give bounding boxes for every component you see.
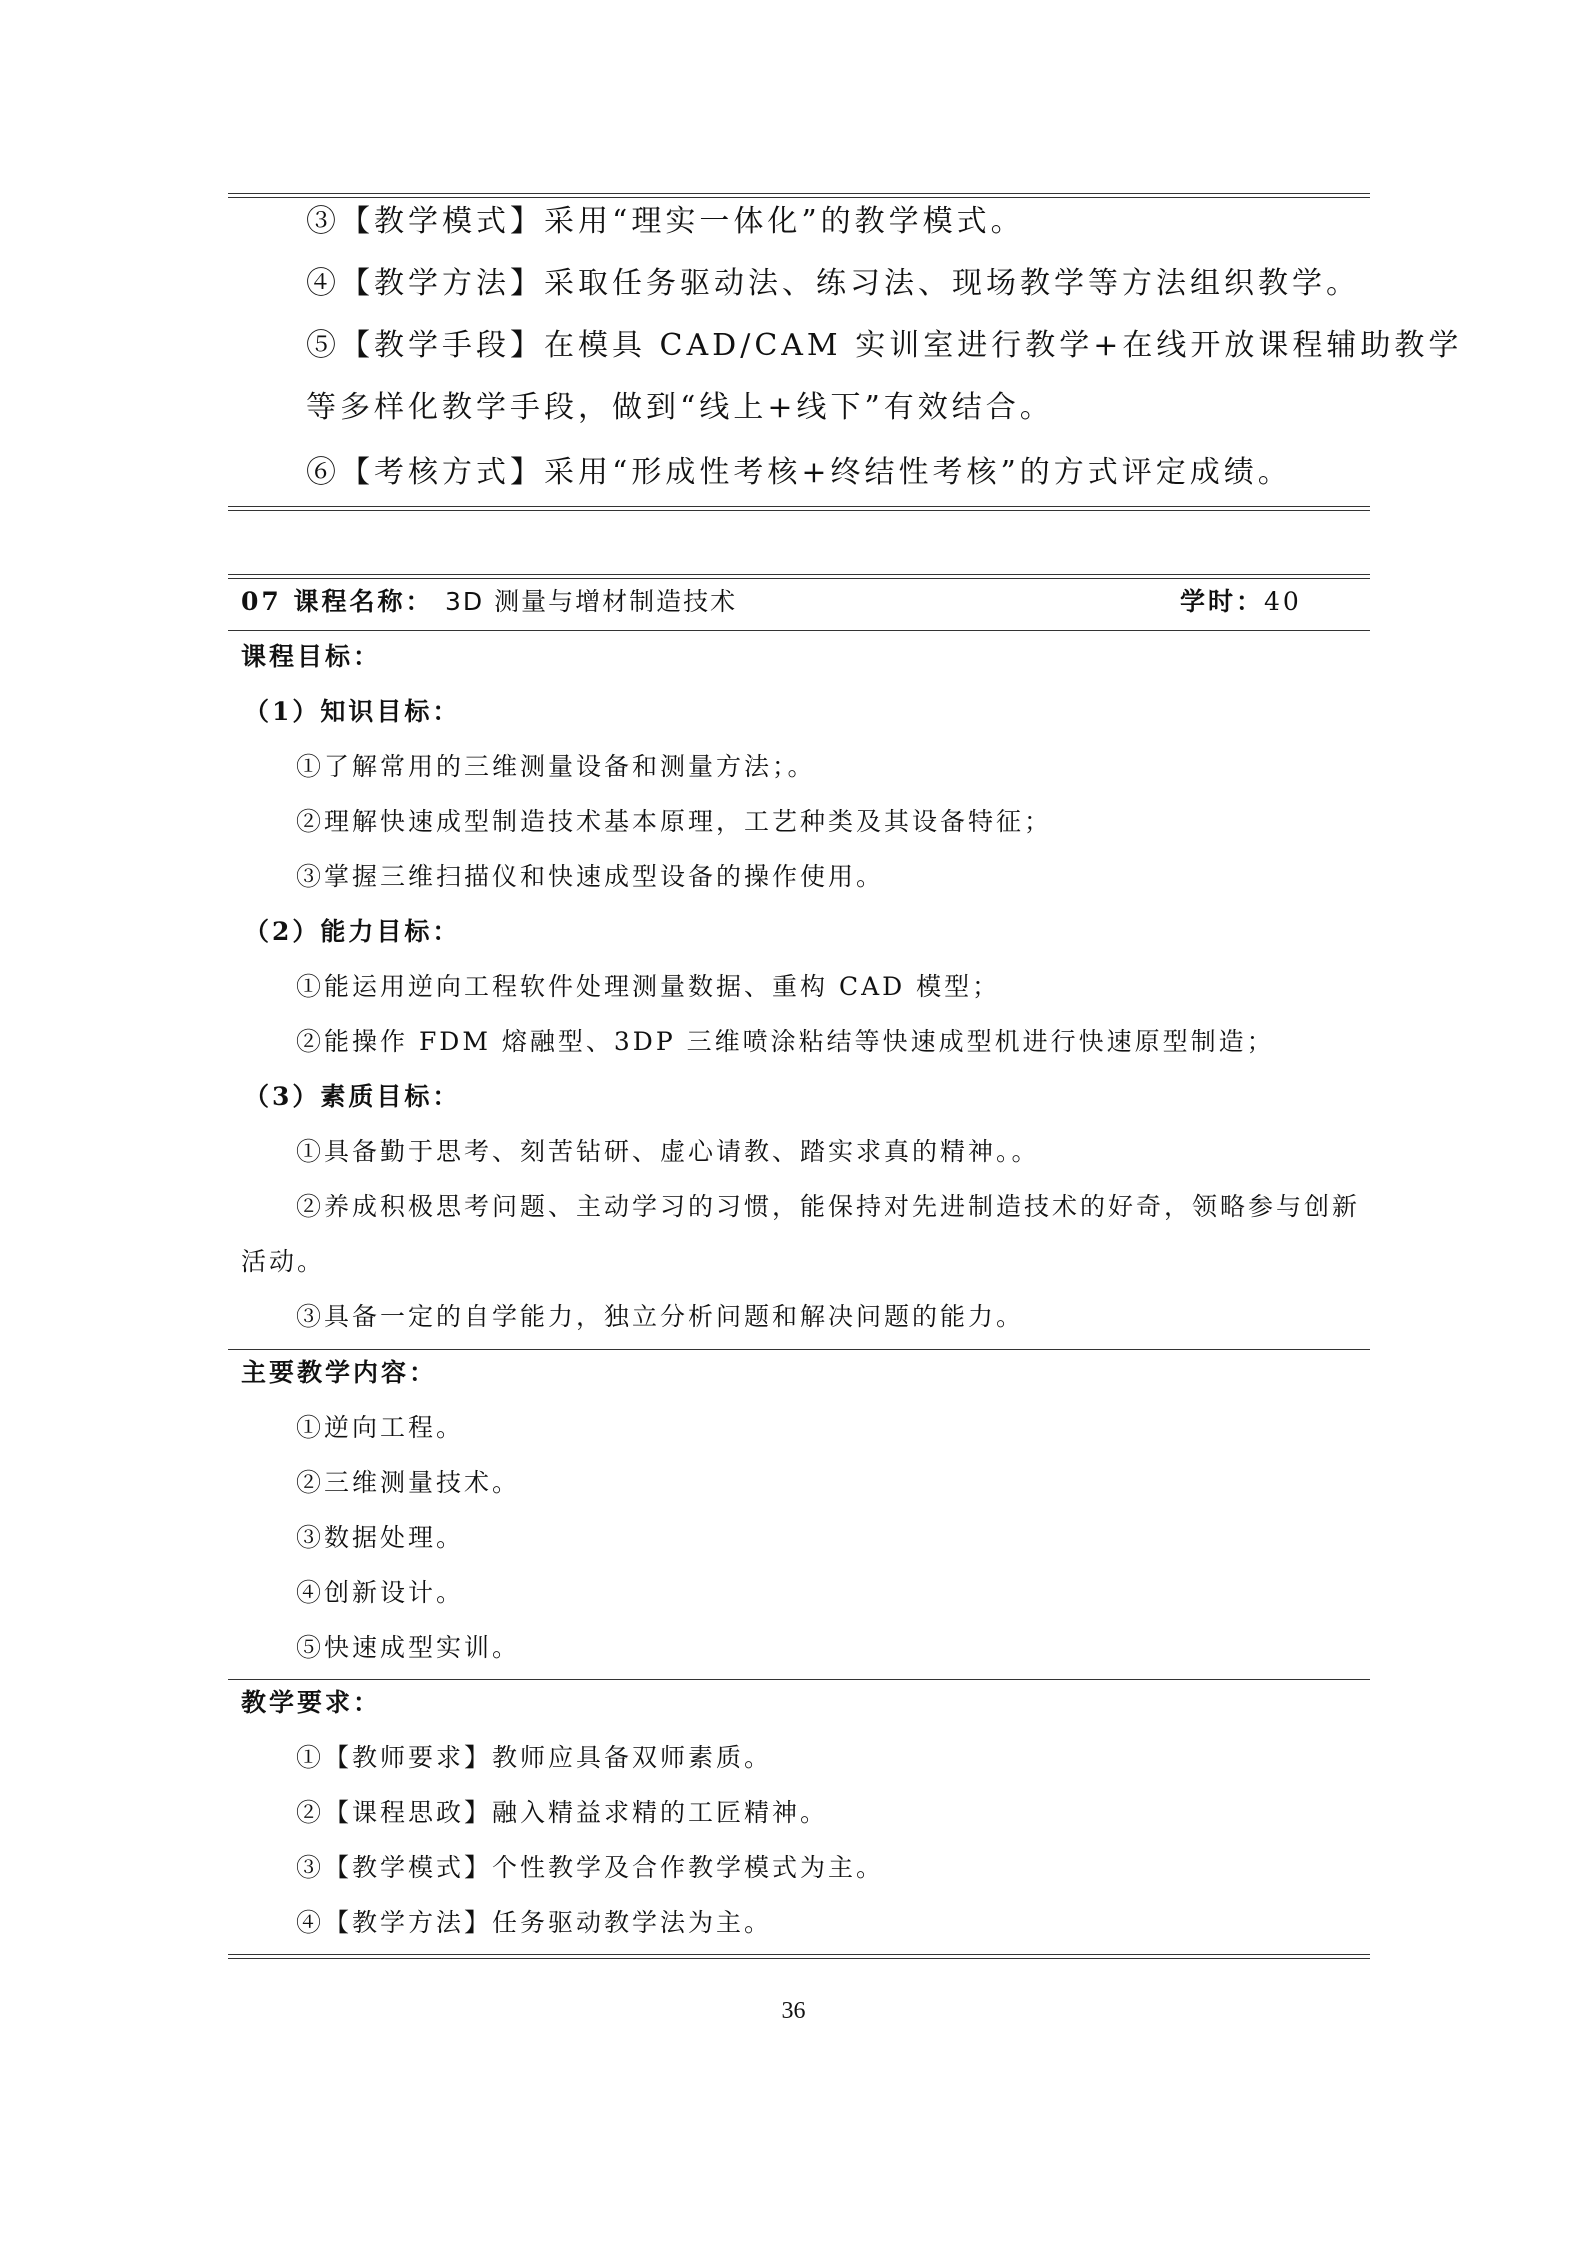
page-number: 36 bbox=[781, 1998, 806, 2024]
content-bottom-rule bbox=[228, 1679, 1370, 1680]
quality-item-1: ①具备勤于思考、刻苦钻研、虚心请教、踏实求真的精神。。 bbox=[296, 1137, 1040, 1166]
course-hours-label: 学时： bbox=[1180, 587, 1265, 616]
objectives-heading: 课程目标： bbox=[241, 642, 382, 671]
course-header-rule bbox=[228, 630, 1370, 631]
knowledge-item-2: ②理解快速成型制造技术基本原理，工艺种类及其设备特征； bbox=[296, 807, 1053, 836]
top-line-4: 等多样化教学手段，做到“线上+线下”有效结合。 bbox=[306, 390, 1054, 425]
course-hours-value: 40 bbox=[1264, 587, 1302, 616]
requirement-item-3: ③【教学模式】个性教学及合作教学模式为主。 bbox=[296, 1853, 885, 1882]
requirement-item-2: ②【课程思政】融入精益求精的工匠精神。 bbox=[296, 1798, 829, 1827]
requirement-item-4: ④【教学方法】任务驱动教学法为主。 bbox=[296, 1908, 773, 1937]
quality-item-3: ③具备一定的自学能力，独立分析问题和解决问题的能力。 bbox=[296, 1302, 1025, 1331]
content-item-2: ②三维测量技术。 bbox=[296, 1468, 521, 1497]
objectives-bottom-rule bbox=[228, 1349, 1370, 1350]
content-item-5: ⑤快速成型实训。 bbox=[296, 1633, 521, 1662]
requirement-item-1: ①【教师要求】教师应具备双师素质。 bbox=[296, 1743, 773, 1772]
top-section-bottom-rule bbox=[228, 506, 1370, 511]
course-top-rule bbox=[228, 574, 1370, 579]
knowledge-heading: （1）知识目标： bbox=[244, 697, 461, 726]
top-line-3: ⑤【教学手段】在模具 CAD/CAM 实训室进行教学+在线开放课程辅助教学 bbox=[306, 328, 1463, 363]
top-line-5: ⑥【考核方式】采用“形成性考核+终结性考核”的方式评定成绩。 bbox=[306, 455, 1292, 490]
top-line-2: ④【教学方法】采取任务驱动法、练习法、现场教学等方法组织教学。 bbox=[306, 266, 1360, 301]
quality-heading: （3）素质目标： bbox=[244, 1082, 461, 1111]
content-item-1: ①逆向工程。 bbox=[296, 1413, 465, 1442]
ability-item-1: ①能运用逆向工程软件处理测量数据、重构 CAD 模型； bbox=[296, 972, 1001, 1001]
course-hours bbox=[1180, 582, 1302, 618]
content-item-4: ④创新设计。 bbox=[296, 1578, 465, 1607]
top-line-1: ③【教学模式】采用“理实一体化”的教学模式。 bbox=[306, 204, 1025, 239]
ability-item-2: ②能操作 FDM 熔融型、3DP 三维喷涂粘结等快速成型机进行快速原型制造； bbox=[296, 1027, 1275, 1056]
page-bottom-rule bbox=[228, 1954, 1370, 1959]
requirements-heading: 教学要求： bbox=[241, 1688, 382, 1717]
knowledge-item-3: ③掌握三维扫描仪和快速成型设备的操作使用。 bbox=[296, 862, 885, 891]
content-heading: 主要教学内容： bbox=[241, 1358, 438, 1387]
content-item-3: ③数据处理。 bbox=[296, 1523, 465, 1552]
ability-heading: （2）能力目标： bbox=[244, 917, 461, 946]
course-name: 3D 测量与增材制造技术 bbox=[445, 587, 738, 616]
quality-item-2: ②养成积极思考问题、主动学习的习惯，能保持对先进制造技术的好奇，领略参与创新 bbox=[296, 1192, 1361, 1221]
knowledge-item-1: ①了解常用的三维测量设备和测量方法；。 bbox=[296, 752, 816, 781]
quality-item-2-continued: 活动。 bbox=[241, 1247, 326, 1276]
course-number-label: 07 课程名称： bbox=[241, 587, 434, 616]
